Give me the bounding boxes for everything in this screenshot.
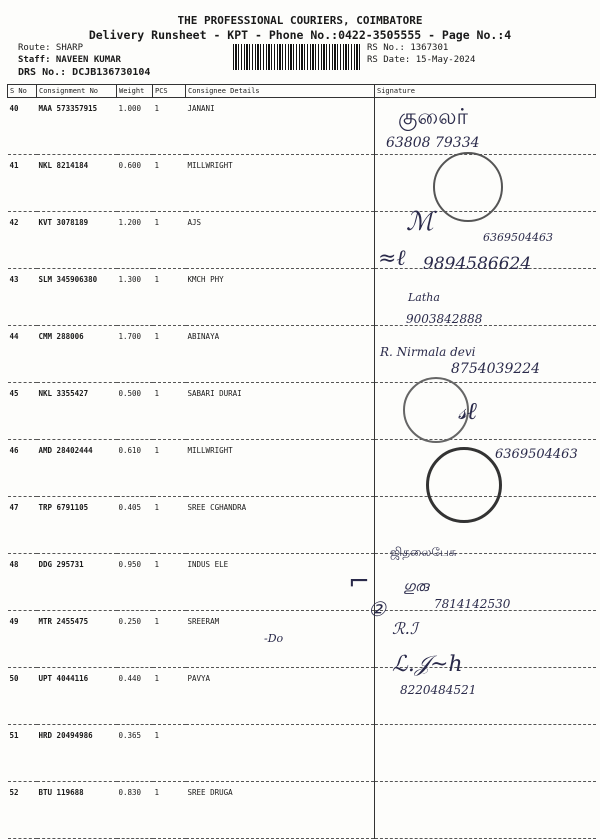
serial-number: 45 xyxy=(8,383,37,440)
signature-cell xyxy=(375,668,596,725)
signature-scribble: ② xyxy=(368,597,386,621)
barcode xyxy=(233,44,361,70)
serial-number: 43 xyxy=(8,269,37,326)
weight: 1.000 xyxy=(117,98,153,155)
serial-number: 49 xyxy=(8,611,37,668)
serial-number: 44 xyxy=(8,326,37,383)
signature-scribble: குலை‍ர் xyxy=(398,105,468,130)
consignment-number: BTU 119688 xyxy=(37,782,117,839)
weight: 0.610 xyxy=(117,440,153,497)
consignment-number: SLM 345906380 xyxy=(37,269,117,326)
weight: 0.250 xyxy=(117,611,153,668)
table-row xyxy=(8,383,596,440)
consignee-name: SREERAM xyxy=(186,611,375,668)
table-row xyxy=(8,554,596,611)
consignment-number: TRP 6791105 xyxy=(37,497,117,554)
signature-cell xyxy=(375,497,596,554)
handwritten-phone: 6369504463 xyxy=(495,447,578,462)
consignment-number: CMM 288006 xyxy=(37,326,117,383)
weight: 1.200 xyxy=(117,212,153,269)
signature-scribble: ℳ xyxy=(406,207,434,237)
table-row xyxy=(8,440,596,497)
weight: 0.950 xyxy=(117,554,153,611)
consignee-name xyxy=(186,725,375,782)
col-pcs: PCS xyxy=(153,85,186,98)
pieces: 1 xyxy=(153,212,186,269)
pieces: 1 xyxy=(153,497,186,554)
consignee-name: SREE CGHANDRA xyxy=(186,497,375,554)
pieces: 1 xyxy=(153,383,186,440)
table-row xyxy=(8,212,596,269)
signature-cell xyxy=(375,326,596,383)
signature-cell xyxy=(375,725,596,782)
table-row xyxy=(8,782,596,839)
serial-number: 46 xyxy=(8,440,37,497)
consignee-name: SABARI DURAI xyxy=(186,383,375,440)
weight: 1.700 xyxy=(117,326,153,383)
pieces: 1 xyxy=(153,554,186,611)
pieces: 1 xyxy=(153,326,186,383)
signature-scribble: ℒ.𝒥~ℎ xyxy=(392,652,463,677)
serial-number: 42 xyxy=(8,212,37,269)
consignment-number: KVT 3078189 xyxy=(37,212,117,269)
signature-cell xyxy=(375,440,596,497)
table-row xyxy=(8,98,596,155)
signature-scribble: 𝓈ℓ xyxy=(458,397,477,425)
signature-cell xyxy=(375,212,596,269)
col-consignment: Consignment No xyxy=(37,85,117,98)
pieces: 1 xyxy=(153,611,186,668)
handwritten-phone: 6369504463 xyxy=(483,231,553,244)
table-row xyxy=(8,611,596,668)
consignment-number: HRD 20494986 xyxy=(37,725,117,782)
weight: 0.365 xyxy=(117,725,153,782)
consignee-name: AJS xyxy=(186,212,375,269)
table-row xyxy=(8,668,596,725)
pieces: 1 xyxy=(153,440,186,497)
pieces: 1 xyxy=(153,98,186,155)
table-header-row xyxy=(8,85,596,98)
consignment-number: AMD 28402444 xyxy=(37,440,117,497)
serial-number: 52 xyxy=(8,782,37,839)
signature-cell xyxy=(375,155,596,212)
handwritten-phone: 9003842888 xyxy=(406,312,483,326)
table-row xyxy=(8,269,596,326)
consignment-number: NKL 8214184 xyxy=(37,155,117,212)
col-sno: S No xyxy=(8,85,37,98)
signature-scribble: ஜிதலைபேசு xyxy=(390,545,457,559)
pieces: 1 xyxy=(153,782,186,839)
serial-number: 50 xyxy=(8,668,37,725)
consignment-number: UPT 4044116 xyxy=(37,668,117,725)
col-weight: Weight xyxy=(117,85,153,98)
col-signature: Signature xyxy=(375,85,596,98)
consignment-number: DDG 295731 xyxy=(37,554,117,611)
route-label: Route: SHARP xyxy=(18,43,84,53)
pieces: 1 xyxy=(153,668,186,725)
table-row xyxy=(8,725,596,782)
serial-number: 40 xyxy=(8,98,37,155)
table-row xyxy=(8,497,596,554)
handwritten-phone: 8754039224 xyxy=(451,361,541,377)
weight: 1.300 xyxy=(117,269,153,326)
signature-cell xyxy=(375,554,596,611)
serial-number: 51 xyxy=(8,725,37,782)
signature-scribble: ഗുരു xyxy=(403,579,429,595)
drs-number: DRS No.: DCJB136730104 xyxy=(18,67,151,78)
serial-number: 48 xyxy=(8,554,37,611)
rs-date: RS Date: 15-May-2024 xyxy=(367,55,476,65)
signature-scribble: ⌐ xyxy=(348,567,370,597)
serial-number: 41 xyxy=(8,155,37,212)
consignee-name: MILLWRIGHT xyxy=(186,440,375,497)
runsheet-table xyxy=(7,84,596,839)
company-title: THE PROFESSIONAL COURIERS, COIMBATORE xyxy=(177,14,423,27)
signature-cell xyxy=(375,269,596,326)
serial-number: 47 xyxy=(8,497,37,554)
consignment-number: MTR 2455475 xyxy=(37,611,117,668)
weight: 0.405 xyxy=(117,497,153,554)
consignee-name: INDUS ELE xyxy=(186,554,375,611)
table-body xyxy=(8,98,596,839)
handwritten-name: Latha xyxy=(408,291,440,304)
signature-cell xyxy=(375,383,596,440)
rs-number: RS No.: 1367301 xyxy=(367,43,449,53)
signature-scribble: ≈ℓ xyxy=(378,246,406,271)
consignee-name: SREE DRUGA xyxy=(186,782,375,839)
consignment-number: MAA 573357915 xyxy=(37,98,117,155)
table-row xyxy=(8,326,596,383)
signature-cell xyxy=(375,611,596,668)
signature-scribble: ℛ.ℐ xyxy=(392,619,418,638)
handwritten-phone: 63808 79334 xyxy=(386,135,480,151)
weight: 0.500 xyxy=(117,383,153,440)
table-row xyxy=(8,155,596,212)
consignment-number: NKL 3355427 xyxy=(37,383,117,440)
consignee-name: ABINAYA xyxy=(186,326,375,383)
consignee-name: PAVYA xyxy=(186,668,375,725)
col-consignee: Consignee Details xyxy=(186,85,375,98)
ditto-mark: -Do xyxy=(264,632,284,645)
consignee-name: JANANI xyxy=(186,98,375,155)
runsheet-title: Delivery Runsheet - KPT - Phone No.:0422-3505555 - Page No.:4 xyxy=(88,28,512,42)
staff-label: Staff: NAVEEN KUMAR xyxy=(18,55,121,65)
pieces: 1 xyxy=(153,725,186,782)
weight: 0.830 xyxy=(117,782,153,839)
handwritten-phone: 7814142530 xyxy=(434,597,511,611)
pieces: 1 xyxy=(153,269,186,326)
weight: 0.600 xyxy=(117,155,153,212)
handwritten-phone: 8220484521 xyxy=(400,683,477,697)
handwritten-phone: 9894586624 xyxy=(423,254,532,274)
consignee-name: KMCH PHY xyxy=(186,269,375,326)
signature-cell xyxy=(375,98,596,155)
signature-cell xyxy=(375,782,596,839)
pieces: 1 xyxy=(153,155,186,212)
consignee-name: MILLWRIGHT xyxy=(186,155,375,212)
weight: 0.440 xyxy=(117,668,153,725)
handwritten-name: R. Nirmala devi xyxy=(380,345,476,359)
